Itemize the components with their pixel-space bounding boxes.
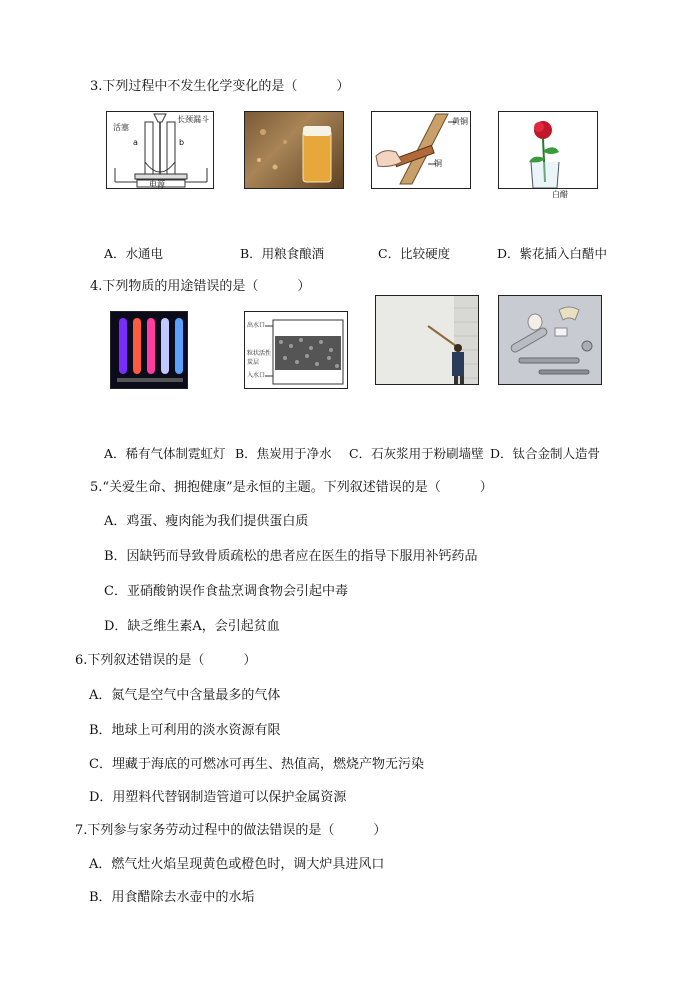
q3-figure-electrolysis xyxy=(106,111,214,189)
vinegar-label: 白醋 xyxy=(552,190,568,199)
q3-figure-hardness xyxy=(371,111,471,189)
outlet-label: 出水口 xyxy=(247,322,266,329)
q4-option-d: D．钛合金制人造骨 xyxy=(490,446,601,461)
q3-figure-flower xyxy=(498,111,598,189)
q3-stem: 3.下列过程中不发生化学变化的是（ ） xyxy=(90,79,350,94)
q4-figure-implants xyxy=(498,295,602,385)
funnel-label: 长颈漏斗 xyxy=(177,115,209,124)
power-label: 电源 xyxy=(149,180,165,189)
q4-figure-painting-wall xyxy=(375,295,479,385)
brass-label: 黄铜 xyxy=(452,117,468,126)
beer-glass-icon xyxy=(245,112,344,189)
neon-tubes-icon xyxy=(111,312,188,389)
q5-stem: 5.“关爱生命、拥抱健康”是永恒的主题。下列叙述错误的是（ ） xyxy=(90,480,493,495)
a-label: a xyxy=(133,138,138,147)
q4-option-a: A．稀有气体制霓虹灯 xyxy=(104,446,226,461)
inlet-label: 入水口 xyxy=(247,372,266,379)
copper-label: 铜 xyxy=(434,159,442,168)
q7-option-a: A．燃气灶火焰呈现黄色或橙色时，调大炉具进风口 xyxy=(89,857,385,872)
q6-option-c: C．埋藏于海底的可燃冰可再生、热值高，燃烧产物无污染 xyxy=(89,757,424,772)
q6-option-b: B．地球上可利用的淡水资源有限 xyxy=(89,723,281,738)
q3-option-b: B．用粮食酿酒 xyxy=(240,246,325,261)
q5-option-d: D．缺乏维生素A，会引起贫血 xyxy=(104,619,280,634)
rose-in-glass-icon xyxy=(499,112,598,189)
q4-option-b: B．焦炭用于净水 xyxy=(235,446,332,461)
q3-option-c: C．比较硬度 xyxy=(378,246,451,261)
q3-figure-brewing-photo xyxy=(244,111,344,189)
q7-stem: 7.下列参与家务劳动过程中的做法错误的是（ ） xyxy=(75,823,387,838)
q4-figure-filter xyxy=(244,311,348,389)
b-label: b xyxy=(179,138,185,147)
q3-option-d: D．紫花插入白醋中 xyxy=(497,246,608,261)
q5-option-c: C．亚硝酸钠误作食盐烹调食物会引起中毒 xyxy=(104,584,348,599)
q4-stem: 4.下列物质的用途错误的是（ ） xyxy=(90,279,311,294)
q5-option-b: B．因缺钙而导致骨质疏松的患者应在医生的指导下服用补钙药品 xyxy=(104,549,478,564)
carbon-label: 粒状活性炭层 xyxy=(247,350,272,366)
piston-label: 活塞 xyxy=(113,123,129,132)
q4-option-c: C．石灰浆用于粉刷墙壁 xyxy=(349,446,484,461)
q4-figure-neon xyxy=(110,311,188,389)
wall-painting-icon xyxy=(376,296,479,385)
q6-option-a: A．氮气是空气中含量最多的气体 xyxy=(89,688,281,703)
q5-option-a: A．鸡蛋、瘦肉能为我们提供蛋白质 xyxy=(104,514,309,529)
q3-option-a: A．水通电 xyxy=(104,246,164,261)
implants-icon xyxy=(499,296,602,385)
q6-stem: 6.下列叙述错误的是（ ） xyxy=(75,653,257,668)
q6-option-d: D．用塑料代替钢制造管道可以保护金属资源 xyxy=(89,790,347,805)
q7-option-b: B．用食醋除去水壶中的水垢 xyxy=(89,890,255,905)
